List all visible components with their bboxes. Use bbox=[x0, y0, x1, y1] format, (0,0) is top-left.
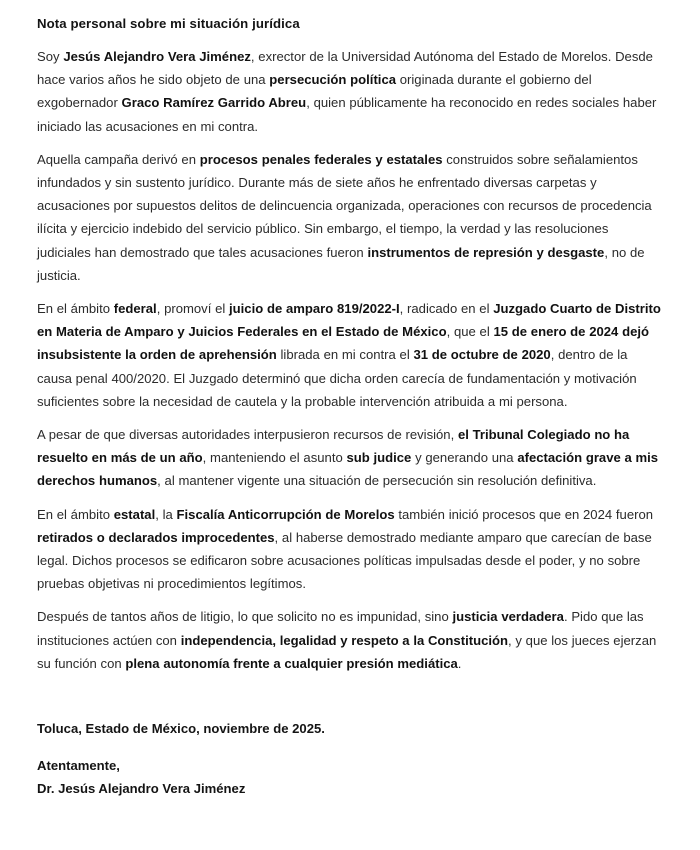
emphasis-run: Juzgado Cuarto de Distrito en Materia de Amparo y Juicios Federales en el Estado de México bbox=[37, 301, 661, 340]
text-run: , manteniendo el asunto bbox=[202, 450, 347, 466]
emphasis-run: procesos penales federales y estatales bbox=[199, 151, 443, 167]
emphasis-run: persecución política bbox=[269, 72, 397, 88]
emphasis-run: afectación grave a mis derechos humanos bbox=[37, 450, 659, 489]
text-run: , quien públicamente ha reconocido en redes sociales haber iniciado las acusaciones en mi contra. bbox=[37, 95, 657, 134]
emphasis-run: Jesús Alejandro Vera Jiménez bbox=[63, 49, 251, 64]
paragraph-intro bbox=[37, 45, 662, 138]
text-run: , la bbox=[155, 506, 177, 522]
paragraph-ambito-federal bbox=[37, 297, 662, 413]
signature-name: Dr. Jesús Alejandro Vera Jiménez bbox=[37, 781, 246, 797]
paragraph-peticion bbox=[37, 605, 662, 675]
text-run: . Pido que las instituciones actúen con bbox=[37, 609, 644, 648]
emphasis-run: Graco Ramírez Garrido Abreu bbox=[121, 95, 307, 111]
emphasis-run: Fiscalía Anticorrupción de Morelos bbox=[176, 506, 395, 522]
text-run: , exrector de la Universidad Autónoma del Estado de Morelos. Desde hace varios años he sido objeto de una bbox=[37, 49, 653, 88]
text-run: , dentro de la causa penal 400/2020. El Juzgado determinó que dicha orden carecía de fundamentación y motivación suficientes sobre la necesidad de cautela y la probable intervención atribuida a mi persona. bbox=[37, 347, 637, 409]
text-run: también inició procesos que en 2024 fueron bbox=[394, 506, 654, 522]
text-run: . bbox=[457, 655, 462, 671]
text-run: y generando una bbox=[411, 450, 518, 466]
signature-block bbox=[37, 754, 662, 800]
text-run: Después de tantos años de litigio, lo que solicito no es impunidad, sino bbox=[37, 609, 453, 625]
text-run: Soy bbox=[37, 49, 64, 64]
text-run: , al mantener vigente una situación de persecución sin resolución definitiva. bbox=[157, 473, 597, 489]
emphasis-run: 15 de enero de 2024 dejó insubsistente la orden de aprehensión bbox=[37, 324, 649, 363]
text-run: , no de justicia. bbox=[37, 244, 645, 283]
text-run: , radicado en el bbox=[399, 301, 494, 317]
text-run: , promoví el bbox=[156, 301, 230, 317]
text-run: En el ámbito bbox=[37, 506, 114, 522]
text-run: En el ámbito bbox=[37, 301, 114, 317]
emphasis-run: independencia, legalidad y respeto a la Constitución bbox=[180, 632, 508, 648]
place-and-date: Toluca, Estado de México, noviembre de 2025. bbox=[37, 721, 325, 737]
text-run: Aquella campaña derivó en bbox=[37, 151, 200, 167]
signature-spacer bbox=[37, 685, 662, 717]
text-run: A pesar de que diversas autoridades interpusieron recursos de revisión, bbox=[37, 427, 458, 443]
emphasis-run: plena autonomía frente a cualquier presión mediática bbox=[125, 655, 458, 671]
text-run: , que el bbox=[446, 324, 494, 340]
page-title: Nota personal sobre mi situación jurídica bbox=[37, 16, 300, 31]
text-run: , al haberse demostrado mediante amparo que carecían de base legal. Dichos procesos se edificaron sobre acusaciones políticas impulsadas desde el poder, y no sobre pruebas objetivas ni procedimientos legítimos. bbox=[37, 529, 652, 592]
text-run: originada durante el gobierno del exgobernador bbox=[37, 72, 592, 111]
text-run: librada en mi contra el bbox=[276, 347, 414, 363]
closing-salutation: Atentamente, bbox=[37, 758, 120, 774]
paragraph-ambito-estatal bbox=[37, 503, 662, 596]
paragraph-campana bbox=[37, 148, 662, 287]
emphasis-run: justicia verdadera bbox=[452, 609, 564, 625]
emphasis-run: estatal bbox=[113, 506, 156, 522]
emphasis-run: retirados o declarados improcedentes bbox=[37, 529, 275, 545]
emphasis-run: instrumentos de represión y desgaste bbox=[367, 244, 605, 260]
text-run: , y que los jueces ejerzan su función con bbox=[37, 632, 657, 671]
emphasis-run: juicio de amparo 819/2022-I bbox=[229, 301, 400, 317]
emphasis-run: 31 de octubre de 2020 bbox=[413, 347, 551, 363]
emphasis-run: sub judice bbox=[346, 450, 412, 466]
text-run: construidos sobre señalamientos infundados y sin sustento jurídico. Durante más de siete años he enfrentado diversas carpetas y acusaciones por supuestos delitos de delincuencia organizada, operaciones con recursos de procedencia ilícita y ejercicio indebido del servicio público. Sin embargo, el tiempo, la verdad y las resoluciones judiciales han demostrado que tales acusaciones fueron bbox=[37, 151, 652, 260]
emphasis-run: el Tribunal Colegiado no ha resuelto en más de un año bbox=[37, 427, 630, 466]
emphasis-run: federal bbox=[113, 301, 157, 317]
paragraph-tribunal-colegiado bbox=[37, 423, 662, 493]
